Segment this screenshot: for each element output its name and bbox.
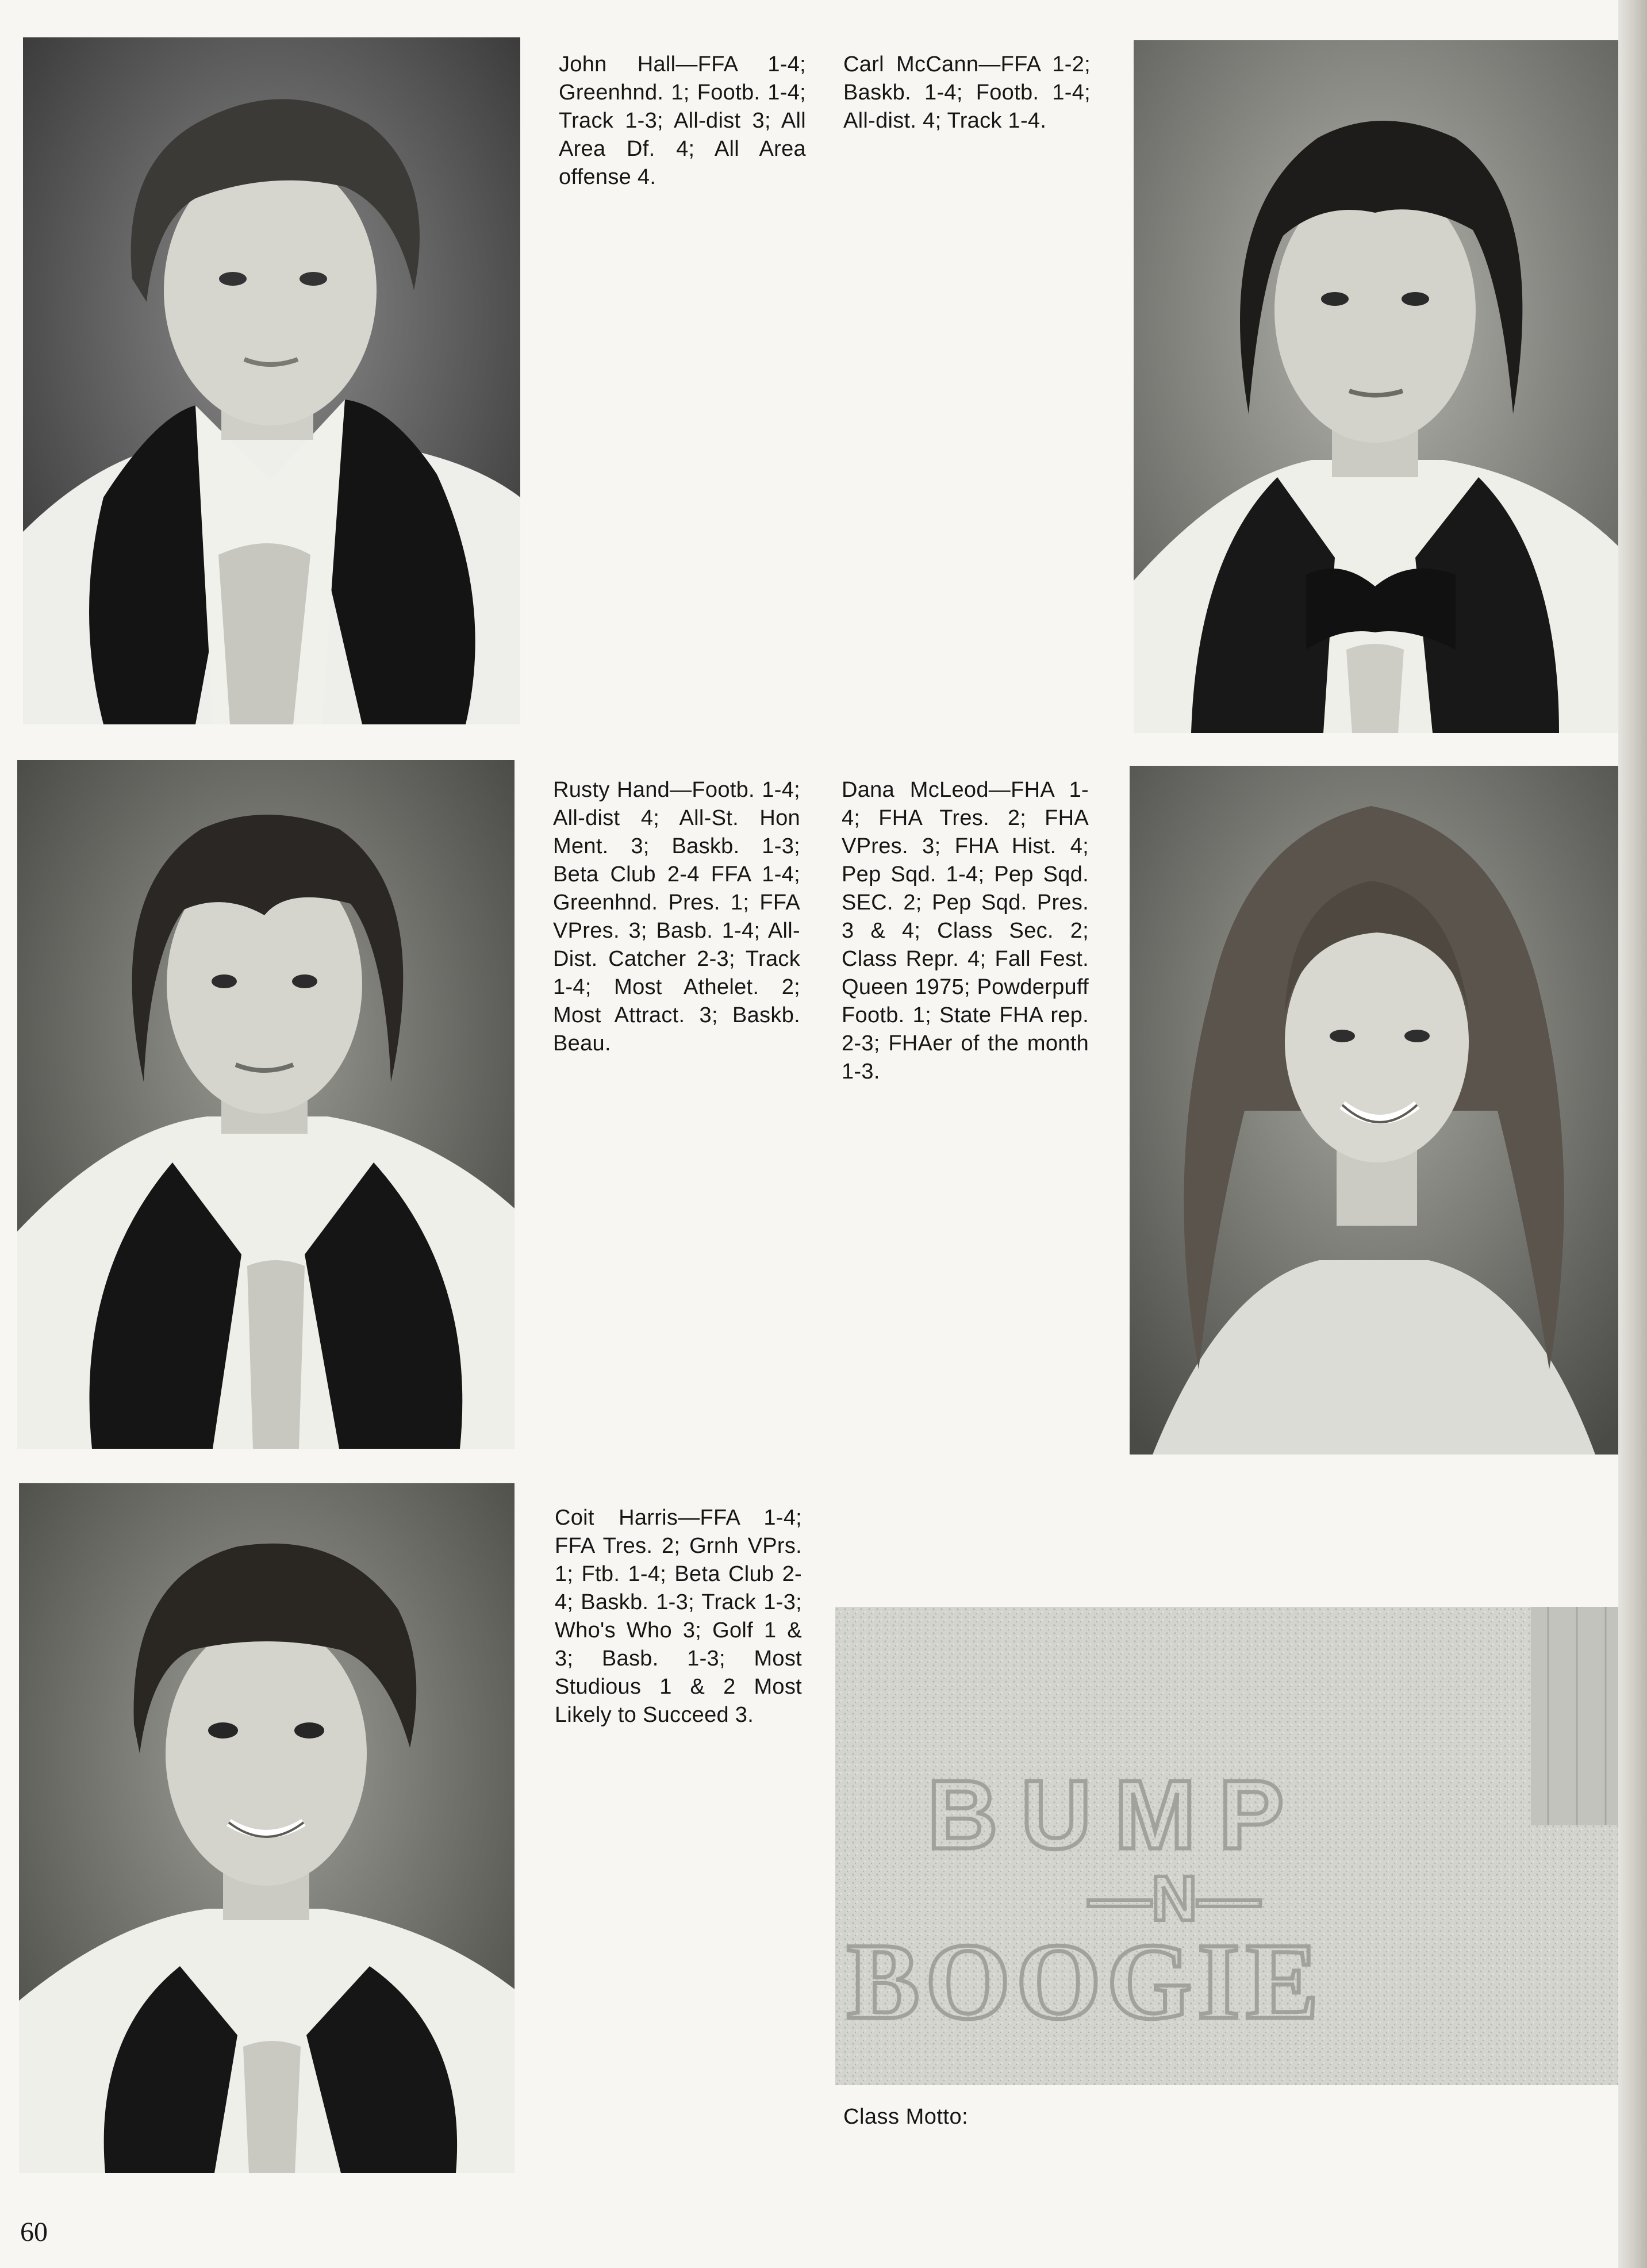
bio-john-hall: John Hall—FFA 1-4; Greenhnd. 1; Footb. 1-4; Track 1-3; All-dist 3; All Area Df. 4; All Area offense 4. <box>559 52 806 189</box>
motto-line-1: BUMP <box>927 1760 1307 1870</box>
bio-dana-mcleod: Dana McLeod—FHA 1-4; FHA Tres. 2; FHA VPres. 3; FHA Hist. 4; Pep Sqd. 1-4; Pep Sqd. SEC. 2; Pep Sqd. Pres. 3 & 4; Class Sec. 2; Class Repr. 4; Fall Fest. Queen 1975; Powderpuff Footb. 1; State FHA rep. 2-3; FHAer of the month 1-3. <box>842 778 1089 1084</box>
page-edge <box>1618 0 1647 2268</box>
class-motto-label: Class Motto: <box>843 2105 969 2129</box>
motto-line-2: —N— <box>1088 1863 1261 1934</box>
bio-rusty-hand: Rusty Hand—Footb. 1-4; All-dist 4; All-St. Hon Ment. 3; Baskb. 1-3; Beta Club 2-4 FFA 1-4; Greenhnd. Pres. 1; FFA VPres. 3; Basb. 1-4; All-Dist. Catcher 2-3; Track 1-4; Most Athelet. 2; Most Attract. 3; Baskb. Beau. <box>553 778 800 1056</box>
page-number: 60 <box>20 2217 48 2247</box>
portrait-john-hall <box>23 37 520 724</box>
bio-coit-harris: Coit Harris—FFA 1-4; FFA Tres. 2; Grnh VPrs. 1; Ftb. 1-4; Beta Club 2-4; Baskb. 1-3; Track 1-3; Who's Who 3; Golf 1 & 3; Basb. 1-3; Most Studious 1 & 2 Most Likely to Succeed 3. <box>555 1506 802 1727</box>
portrait-dana-mcleod <box>1130 766 1618 1455</box>
motto-line-3: BOOGIE <box>847 1921 1324 2042</box>
bio-carl-mccann: Carl McCann—FFA 1-2; Baskb. 1-4; Footb. 1-4; All-dist. 4; Track 1-4. <box>843 52 1091 133</box>
class-motto-photo <box>835 1607 1618 2085</box>
portrait-coit-harris <box>19 1483 515 2173</box>
portrait-carl-mccann <box>1134 40 1618 733</box>
portrait-rusty-hand <box>17 760 515 1449</box>
